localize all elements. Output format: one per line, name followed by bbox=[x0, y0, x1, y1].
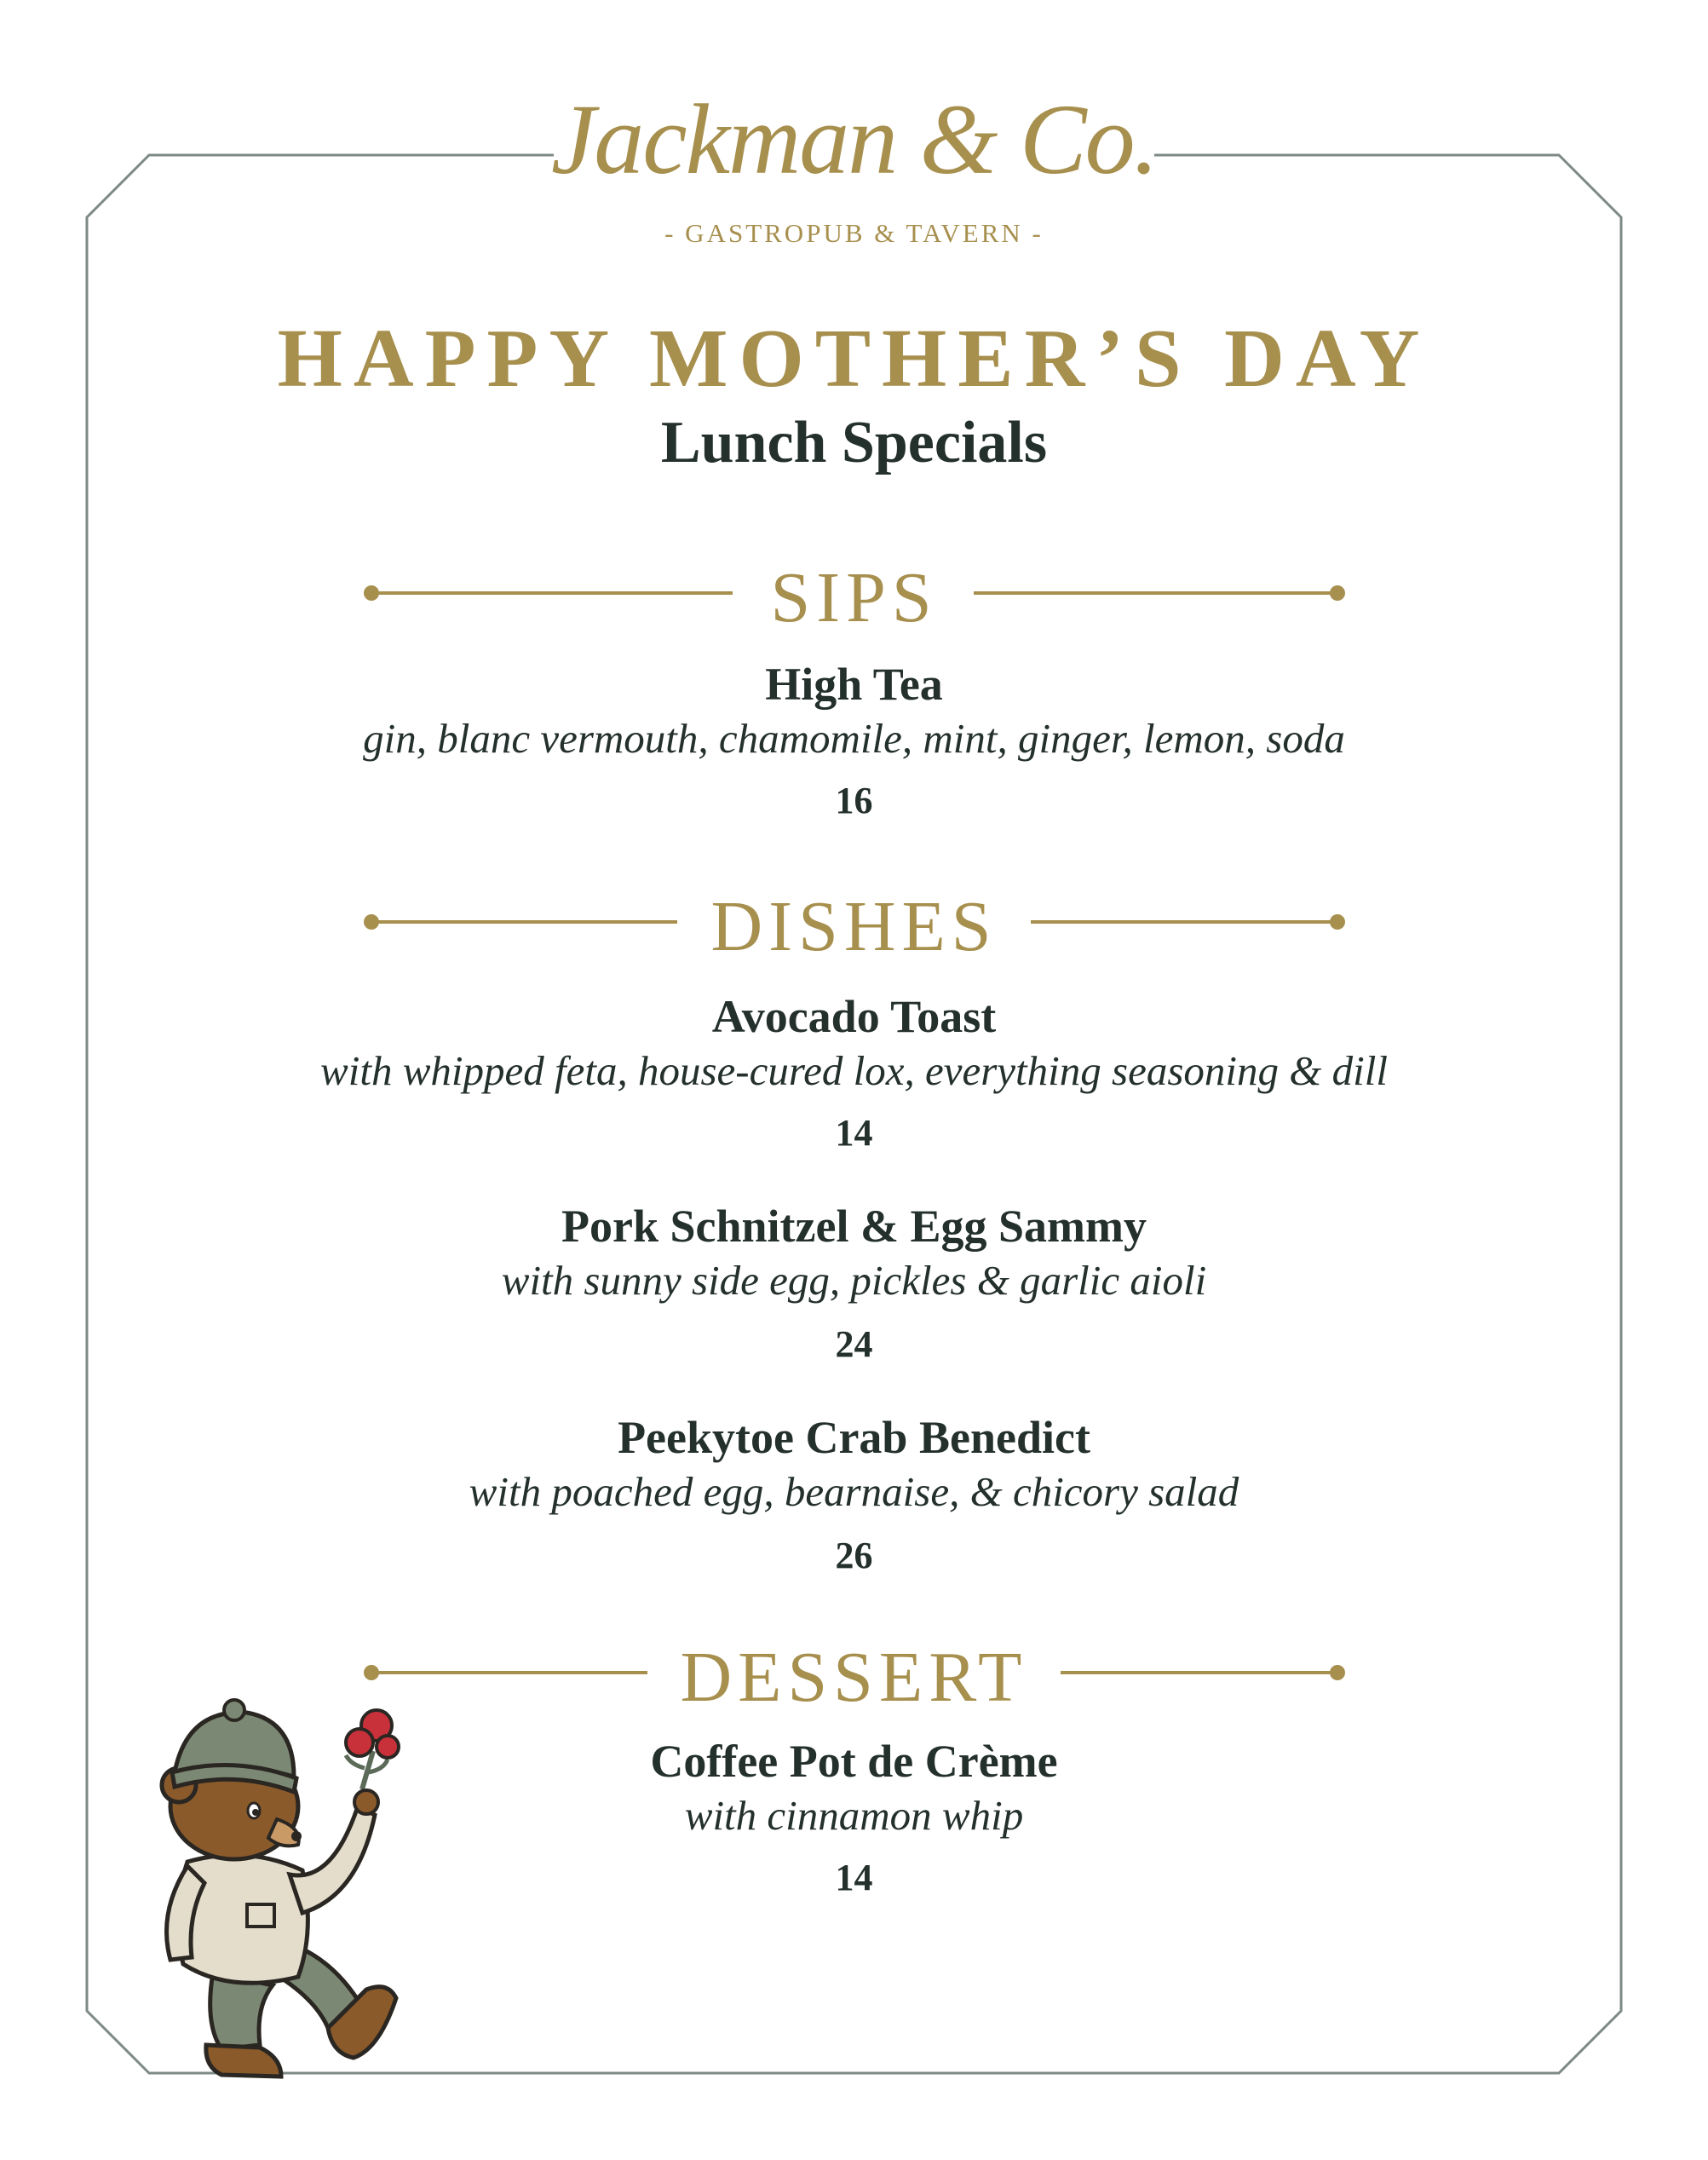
menu-item-name: High Tea bbox=[765, 659, 943, 710]
menu-item-price: 24 bbox=[835, 1323, 873, 1365]
page-title: HAPPY MOTHER’S DAY bbox=[277, 313, 1431, 405]
page-subtitle: Lunch Specials bbox=[660, 410, 1048, 475]
menu-item-price: 14 bbox=[835, 1112, 873, 1154]
menu-item-description: with whipped feta, house-cured lox, everything seasoning & dill bbox=[320, 1047, 1388, 1094]
menu-item-price: 14 bbox=[835, 1857, 873, 1898]
brand-logo: Jackman & Co. bbox=[550, 84, 1158, 195]
menu-item-name: Coffee Pot de Crème bbox=[650, 1736, 1058, 1787]
menu-item-name: Avocado Toast bbox=[711, 991, 997, 1042]
section-heading-dishes: DISHES bbox=[0, 891, 1708, 963]
section-heading-dessert: DESSERT bbox=[0, 1642, 1708, 1714]
menu-item-description: with sunny side egg, pickles & garlic aioli bbox=[501, 1257, 1207, 1304]
menu-item-price: 26 bbox=[835, 1535, 873, 1576]
menu-item-name: Peekytoe Crab Benedict bbox=[618, 1412, 1090, 1463]
brand-tagline: - GASTROPUB & TAVERN - bbox=[664, 218, 1044, 248]
menu-item-name: Pork Schnitzel & Egg Sammy bbox=[561, 1201, 1147, 1252]
menu-item-description: with cinnamon whip bbox=[684, 1792, 1024, 1839]
menu-item-description: with poached egg, bearnaise, & chicory salad bbox=[469, 1468, 1239, 1515]
section-heading-sips: SIPS bbox=[0, 562, 1708, 634]
menu-item-price: 16 bbox=[835, 780, 873, 821]
menu-item-description: gin, blanc vermouth, chamomile, mint, ginger, lemon, soda bbox=[363, 715, 1345, 762]
bear-holding-flower-icon bbox=[153, 1691, 443, 2083]
